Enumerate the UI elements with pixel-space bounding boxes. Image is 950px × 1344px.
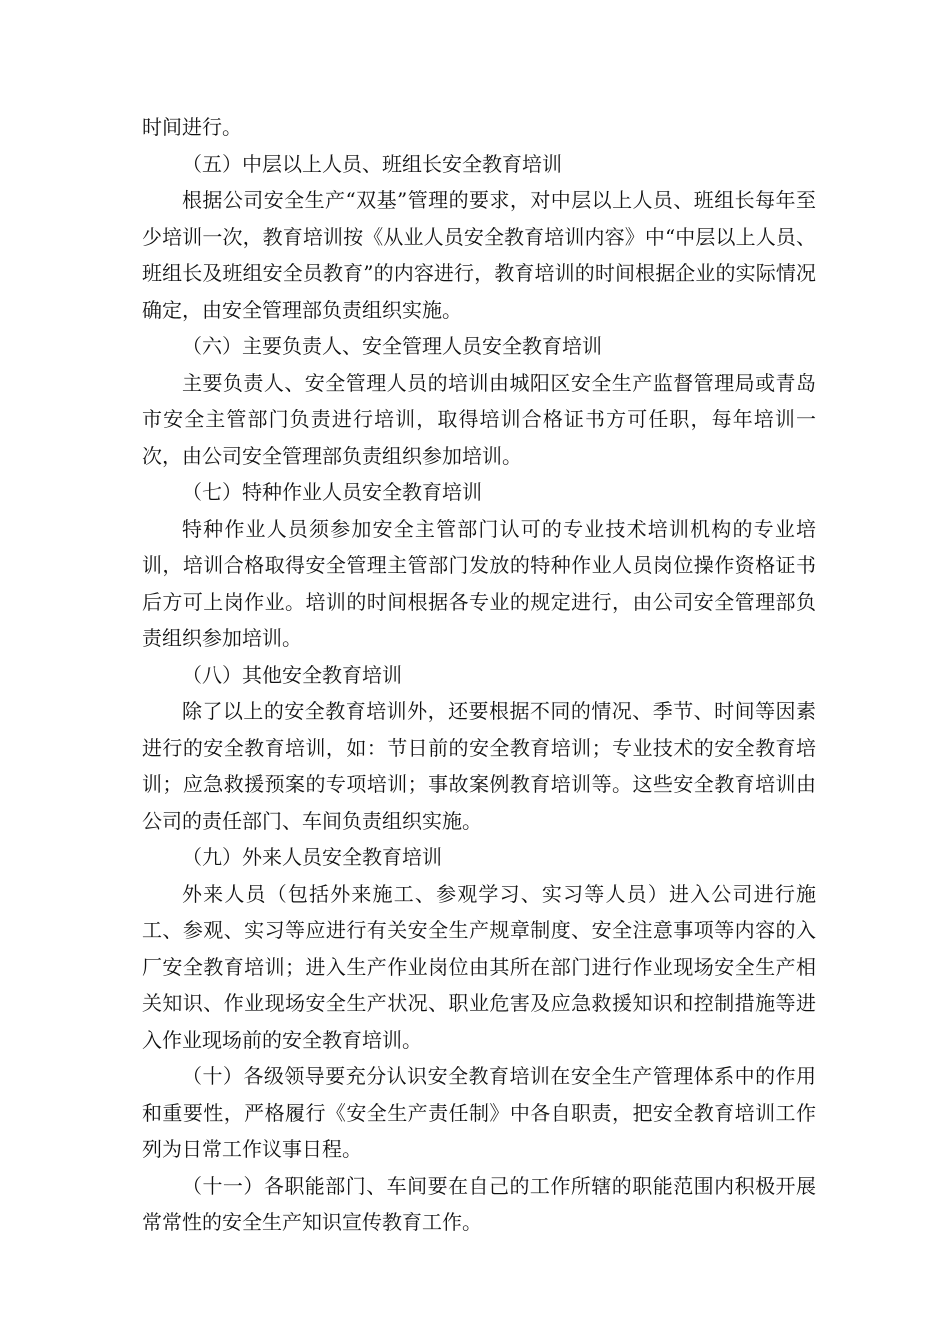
section-heading-5: （五）中层以上人员、班组长安全教育培训 [182, 151, 562, 176]
paragraph-section-5: 根据公司安全生产“双基”管理的要求，对中层以上人员、班组长每年至少培训一次，教育培训按《从业人员安全教育培训内容》中“中层以上人员、班组长及班组安全员教育”的内容进行，教育培训的时间根据企业的实际情况确定，由安全管理部负责组织实施。 [142, 188, 816, 322]
paragraph-section-8: 除了以上的安全教育培训外，还要根据不同的情况、季节、时间等因素进行的安全教育培训，如：节日前的安全教育培训；专业技术的安全教育培训；应急救援预案的专项培训；事故案例教育培训等。这些安全教育培训由公司的责任部门、车间负责组织实施。 [142, 699, 816, 833]
paragraph-section-6: 主要负责人、安全管理人员的培训由城阳区安全生产监督管理局或青岛市安全主管部门负责进行培训，取得培训合格证书方可任职，每年培训一次，由公司安全管理部负责组织参加培训。 [142, 370, 816, 468]
section-heading-6: （六）主要负责人、安全管理人员安全教育培训 [182, 334, 602, 358]
paragraph-section-7: 特种作业人员须参加安全主管部门认可的专业技术培训机构的专业培训，培训合格取得安全管理主管部门发放的特种作业人员岗位操作资格证书后方可上岗作业。培训的时间根据各专业的规定进行，由公司安全管理部负责组织参加培训。 [142, 516, 816, 650]
paragraph-section-11: （十一）各职能部门、车间要在自己的工作所辖的职能范围内积极开展常常性的安全生产知识宣传教育工作。 [142, 1173, 816, 1234]
document-body [142, 109, 816, 1241]
paragraph-section-10: （十）各级领导要充分认识安全教育培训在安全生产管理体系中的作用和重要性，严格履行《安全生产责任制》中各自职责，把安全教育培训工作列为日常工作议事日程。 [142, 1064, 816, 1161]
section-heading-7: （七）特种作业人员安全教育培训 [182, 480, 482, 504]
section-heading-8: （八）其他安全教育培训 [182, 662, 402, 687]
paragraph-section-9: 外来人员（包括外来施工、参观学习、实习等人员）进入公司进行施工、参观、实习等应进行有关安全生产规章制度、安全注意事项等内容的入厂安全教育培训；进入生产作业岗位由其所在部门进行作业现场安全生产相关知识、作业现场安全生产状况、职业危害及应急救援知识和控制措施等进入作业现场前的安全教育培训。 [142, 881, 816, 1052]
section-heading-9: （九）外来人员安全教育培训 [182, 845, 442, 869]
paragraph-continuation: 时间进行。 [142, 115, 242, 139]
